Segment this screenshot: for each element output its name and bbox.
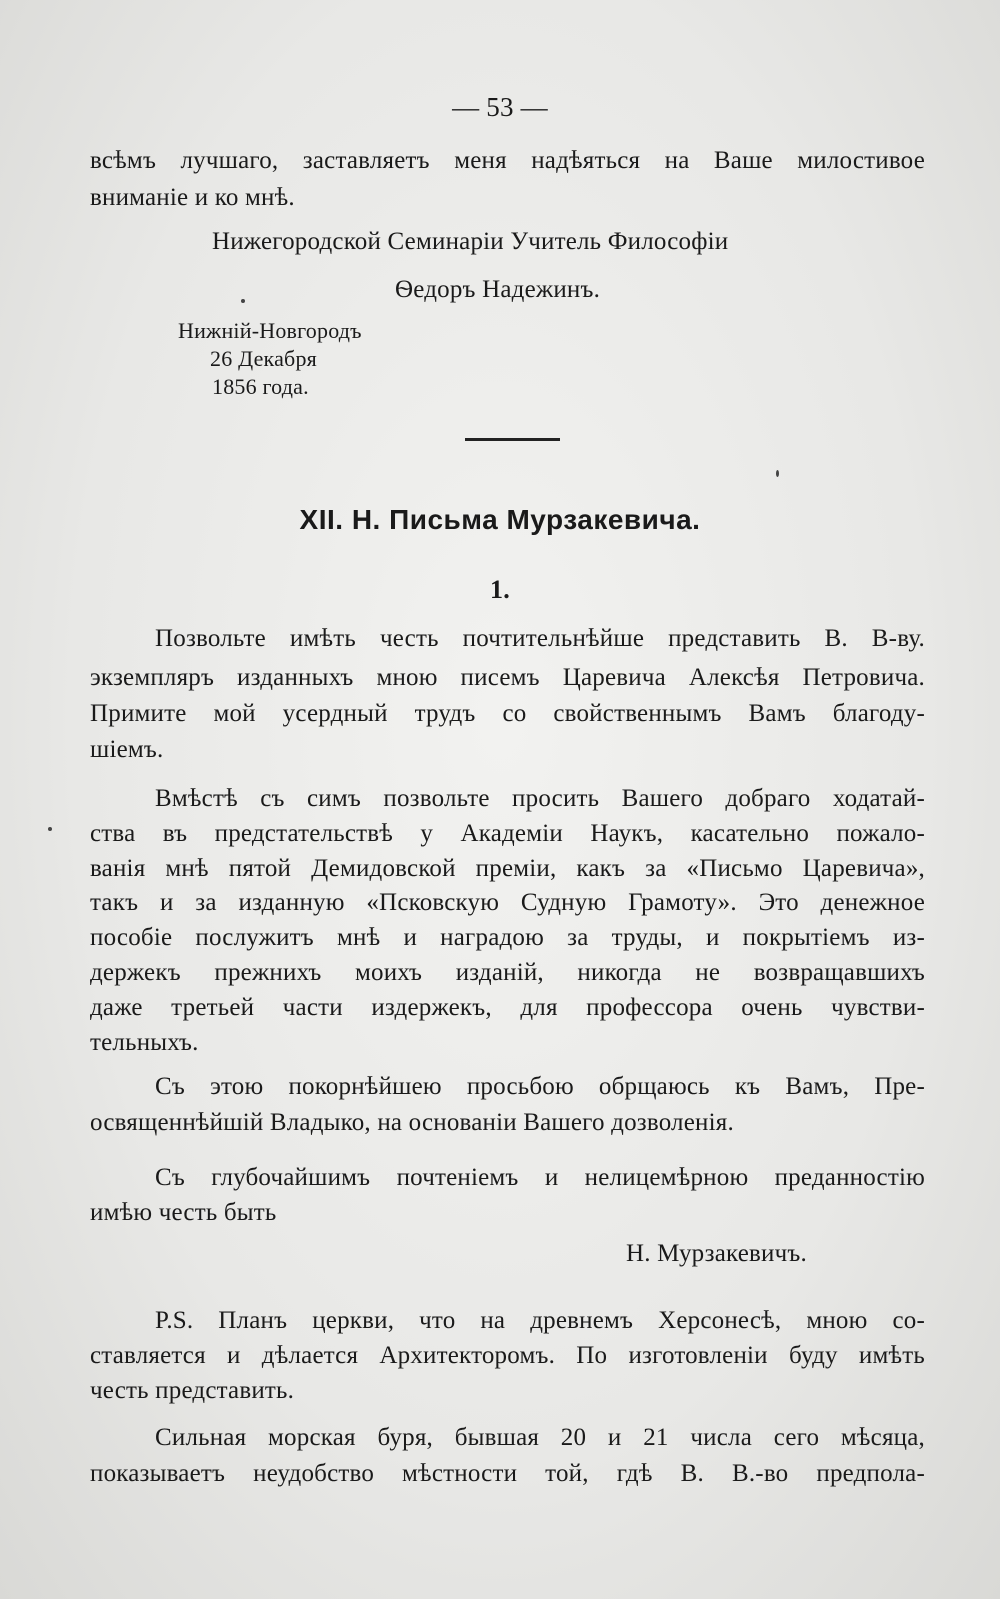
signature-title: Нижегородской Семинаріи Учитель Философіи (212, 228, 729, 255)
paragraph2-line-1: Вмѣстѣ съ симъ позвольте просить Вашего добраго ходатай- (155, 785, 925, 812)
section-heading: XII. Н. Письма Мурзакевича. (299, 504, 701, 535)
paragraph1-line-2: экземпляръ изданныхъ мною писемъ Царевича Алексѣя Петровича. (90, 664, 925, 691)
signature-year: 1856 года. (212, 374, 309, 399)
signature-name: Ѳедоръ Надежинъ. (395, 276, 601, 303)
paragraph4-line-1: Съ глубочайшимъ почтеніемъ и нелицемѣрною преданностію (155, 1164, 925, 1191)
paragraph1-line-3: Примите мой усердный трудъ со свойственнымъ Вамъ благоду- (90, 700, 925, 727)
signature-place: Нижній-Новгородъ (178, 318, 362, 343)
paragraph1-line-1: Позвольте имѣть честь почтительнѣйше представить В. В-ву. (155, 625, 925, 652)
paragraph5-line-1: Сильная морская буря, бывшая 20 и 21 числа сего мѣсяца, (155, 1424, 925, 1451)
postscript-line-1: P.S. Планъ церкви, что на древнемъ Херсонесѣ, мною со- (155, 1307, 925, 1334)
paragraph2-line-3: ванія мнѣ пятой Демидовской преміи, какъ за «Письмо Царевича», (90, 855, 925, 882)
paragraph2-line-4: такъ и за изданную «Псковскую Судную Грамоту». Это денежное (90, 889, 925, 916)
postscript-line-3: честь представить. (90, 1377, 295, 1404)
ink-speck (776, 470, 779, 477)
ink-speck (241, 299, 245, 303)
page-number: — 53 — (452, 92, 548, 122)
signature-murzakevich: Н. Мурзакевичъ. (626, 1240, 807, 1267)
paragraph4-line-2: имѣю честь быть (90, 1199, 277, 1226)
letter-number: 1. (490, 575, 510, 604)
postscript-line-2: ставляется и дѣлается Архитекторомъ. По изготовленіи буду имѣть (90, 1342, 925, 1369)
intro-line-2: вниманіе и ко мнѣ. (90, 184, 295, 211)
paragraph2-line-6: держекъ прежнихъ моихъ изданій, никогда не возвращавшихъ (90, 959, 925, 986)
signature-date: 26 Декабря (210, 346, 317, 371)
section-divider (465, 438, 560, 441)
paragraph2-line-5: пособіе послужитъ мнѣ и наградою за труды, и покрытіемъ из- (90, 924, 925, 951)
paragraph2-line-2: ства въ предстательствѣ у Академіи Наукъ, касательно пожало- (90, 820, 925, 847)
paragraph2-line-7: даже третьей части издержекъ, для профессора очень чувстви- (90, 994, 925, 1021)
paragraph2-line-8: тельныхъ. (90, 1029, 199, 1056)
intro-line-1: всѣмъ лучшаго, заставляетъ меня надѣяться на Ваше милостивое (90, 147, 925, 174)
paragraph5-line-2: показываетъ неудобство мѣстности той, гдѣ В. В.-во предпола- (90, 1460, 925, 1487)
paragraph3-line-2: освященнѣйшій Владыко, на основаніи Вашего дозволенія. (90, 1109, 734, 1136)
paragraph3-line-1: Съ этою покорнѣйшею просьбою обрщаюсь къ Вамъ, Пре- (155, 1073, 925, 1100)
ink-speck (48, 827, 52, 831)
paragraph1-line-4: шіемъ. (90, 736, 164, 763)
